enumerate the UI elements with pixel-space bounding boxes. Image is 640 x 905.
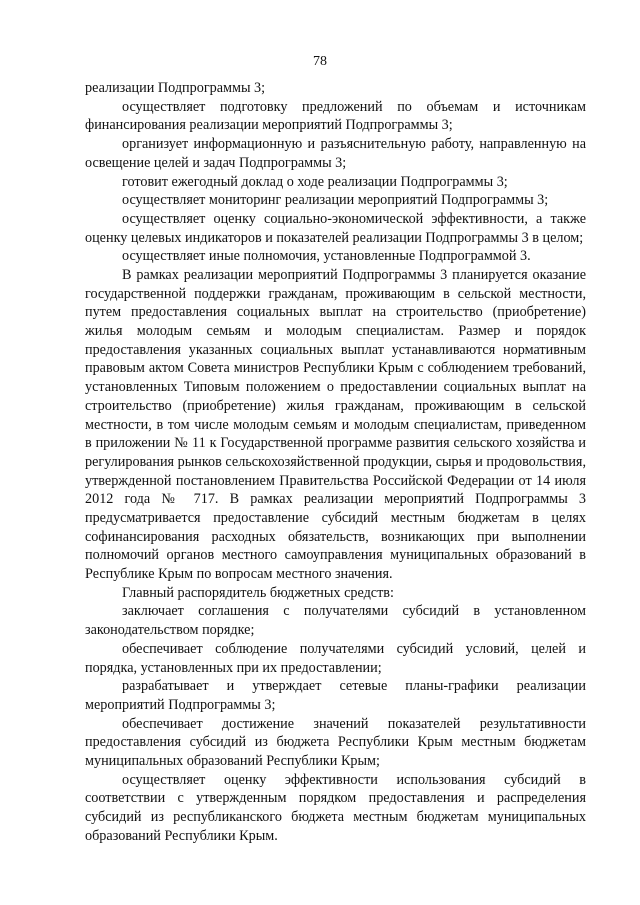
paragraph-performance-indicators: обеспечивает достижение значений показателей результативности предоставления субсидий из бюджета Республики Крым местным бюджетам муниципальных образований Республики Крым; [85, 715, 586, 770]
paragraph-subsidy-assessment: осуществляет оценку эффективности использования субсидий в соответствии с утвержденным порядком предоставления и распределения субсидий из республиканского бюджета местным бюджетам муниципальных образований Республики Крым. [85, 771, 586, 844]
paragraph-information-work: организует информационную и разъяснительную работу, направленную на освещение целей и задач Подпрограммы 3; [85, 136, 586, 171]
page-number: 78 [313, 54, 327, 69]
paragraph-continuation: реализации Подпрограммы 3; [85, 80, 266, 96]
paragraph-proposals: осуществляет подготовку предложений по объемам и источникам финансирования реализации мероприятий Подпрограммы 3; [85, 98, 586, 134]
paragraph-budget-manager: Главный распорядитель бюджетных средств: [122, 584, 394, 601]
paragraph-conditions: обеспечивает соблюдение получателями субсидий условий, целей и порядка, установленных при их предоставлении; [85, 640, 586, 676]
paragraph-efficiency-assessment: осуществляет оценку социально-экономической эффективности, а также оценку целевых индикаторов и показателей реализации Подпрограммы 3 в целом; [85, 210, 586, 246]
paragraph-other-powers: осуществляет иные полномочия, установленные Подпрограммой 3. [122, 248, 531, 265]
paragraph-agreements: заключает соглашения с получателями субсидий в установленном законодательством порядке; [85, 603, 586, 639]
paragraph-network-schedules: разрабатывает и утверждает сетевые планы-графики реализации мероприятий Подпрограммы 3; [85, 678, 586, 713]
document-body [85, 79, 586, 846]
paragraph-subprogram-support: В рамках реализации мероприятий Подпрограммы 3 планируется оказание государственной поддержки гражданам, проживающим в сельской местности, путем предоставления социальных выплат на строительство (приобретение) жилья молодым семьям и молодым специалистам. Размер и порядок предоставления указанных социальных выплат устанавливаются нормативным правовым актом Совета министров Республики Крым с соблюдением требований, установленных Типовым положением о предоставлении социальных выплат на строительство (приобретение) жилья гражданам, проживающим в сельской местности, в том числе молодым семьям и молодым специалистам, приведенном в приложении № 11 к Государственной программе развития сельского хозяйства и регулирования рынков сельскохозяйственной продукции, сырья и продовольствия, утвержденной постановлением Правительства Российской Федерации от 14 июля 2012 года № 717. В рамках реализации мероприятий Подпрограммы 3 предусматривается предоставление субсидий местным бюджетам в целях софинансирования расходных обязательств, возникающих при выполнении полномочий органов местного самоуправления муниципальных образований в Республике Крым по вопросам местного значения. [85, 267, 586, 583]
paragraph-monitoring: осуществляет мониторинг реализации мероприятий Подпрограммы 3; [122, 192, 549, 209]
paragraph-annual-report: готовит ежегодный доклад о ходе реализации Подпрограммы 3; [122, 173, 508, 190]
